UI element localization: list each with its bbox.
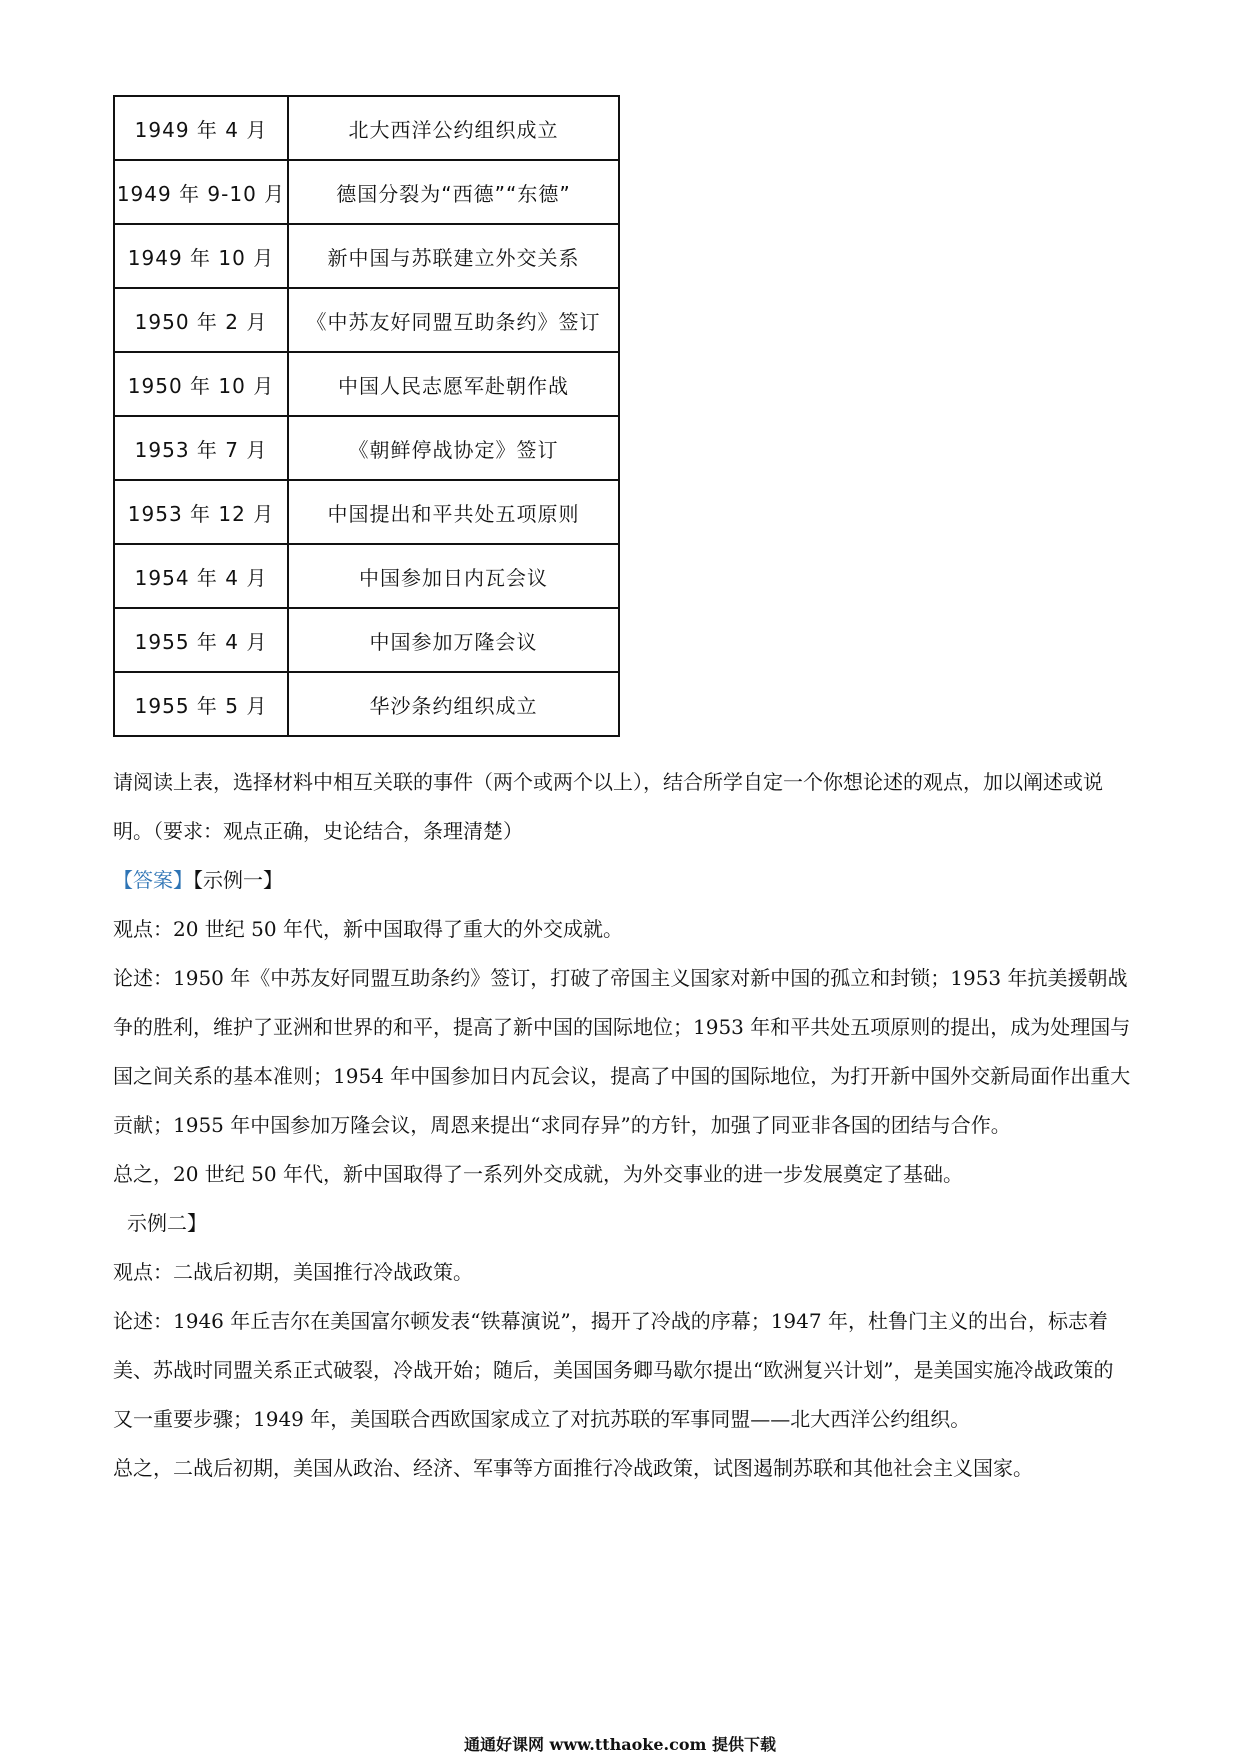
- event-cell: 中国提出和平共处五项原则: [288, 480, 619, 544]
- event-cell: 新中国与苏联建立外交关系: [288, 224, 619, 288]
- example-two-viewpoint: 观点：二战后初期，美国推行冷战政策。: [113, 1260, 473, 1284]
- date-cell: 1955 年 5 月: [114, 672, 288, 736]
- timeline-table: [113, 95, 620, 737]
- event-cell: 中国人民志愿军赴朝作战: [288, 352, 619, 416]
- answer-tag: 【答案】: [113, 868, 193, 892]
- date-cell: 1950 年 10 月: [114, 352, 288, 416]
- table-row: [114, 288, 619, 352]
- event-cell: 北大西洋公约组织成立: [288, 96, 619, 160]
- answer-header: [113, 856, 1133, 905]
- date-cell: 1954 年 4 月: [114, 544, 288, 608]
- date-cell: 1949 年 9-10 月: [114, 160, 288, 224]
- date-cell: 1950 年 2 月: [114, 288, 288, 352]
- date-cell: 1955 年 4 月: [114, 608, 288, 672]
- date-cell: 1949 年 4 月: [114, 96, 288, 160]
- example-two-argument: 论述：1946 年丘吉尔在美国富尔顿发表“铁幕演说”，揭开了冷战的序幕；1947 年，杜鲁门主义的出台，标志着美、苏战时同盟关系正式破裂，冷战开始；随后，美国国务卿马歇尔提出“欧洲复兴计划”，是美国实施冷战政策的又一重要步骤；1949 年，美国联合西欧国家成立了对抗苏联的军事同盟——北大西洋公约组织。: [113, 1309, 1114, 1431]
- table-row: [114, 608, 619, 672]
- table-row: [114, 416, 619, 480]
- table-row: [114, 480, 619, 544]
- example-one-summary: 总之，20 世纪 50 年代，新中国取得了一系列外交成就，为外交事业的进一步发展奠定了基础。: [113, 1162, 963, 1186]
- example-one-title: 【示例一】: [193, 868, 283, 892]
- example-one-viewpoint: 观点：20 世纪 50 年代，新中国取得了重大的外交成就。: [113, 917, 623, 941]
- date-cell: 1953 年 12 月: [114, 480, 288, 544]
- event-cell: 德国分裂为“西德”“东德”: [288, 160, 619, 224]
- example-one-argument: 论述：1950 年《中苏友好同盟互助条约》签订，打破了帝国主义国家对新中国的孤立和封锁；1953 年抗美援朝战争的胜利，维护了亚洲和世界的和平，提高了新中国的国际地位；1953 年和平共处五项原则的提出，成为处理国与国之间关系的基本准则；1954 年中国参加日内瓦会议，提高了中国的国际地位，为打开新中国外交新局面作出重大贡献；1955 年中国参加万隆会议，周恩来提出“求同存异”的方针，加强了同亚非各国的团结与合作。: [113, 966, 1131, 1137]
- event-cell: 中国参加万隆会议: [288, 608, 619, 672]
- timeline-table-body: [114, 96, 619, 736]
- page-footer: 通通好课网 www.tthaoke.com 提供下载: [463, 1735, 777, 1754]
- example-two-title: 示例二】: [127, 1211, 207, 1235]
- question-answer-block: [113, 758, 1133, 1493]
- question-text: 请阅读上表，选择材料中相互关联的事件（两个或两个以上），结合所学自定一个你想论述的观点，加以阐述或说明。（要求：观点正确，史论结合，条理清楚）: [113, 770, 1103, 843]
- event-cell: 华沙条约组织成立: [288, 672, 619, 736]
- table-row: [114, 160, 619, 224]
- event-cell: 中国参加日内瓦会议: [288, 544, 619, 608]
- table-row: [114, 96, 619, 160]
- table-row: [114, 672, 619, 736]
- table-row: [114, 544, 619, 608]
- date-cell: 1953 年 7 月: [114, 416, 288, 480]
- date-cell: 1949 年 10 月: [114, 224, 288, 288]
- table-row: [114, 352, 619, 416]
- example-two-summary: 总之，二战后初期，美国从政治、经济、军事等方面推行冷战政策，试图遏制苏联和其他社会主义国家。: [113, 1456, 1033, 1480]
- event-cell: 《朝鲜停战协定》签订: [288, 416, 619, 480]
- table-row: [114, 224, 619, 288]
- event-cell: 《中苏友好同盟互助条约》签订: [288, 288, 619, 352]
